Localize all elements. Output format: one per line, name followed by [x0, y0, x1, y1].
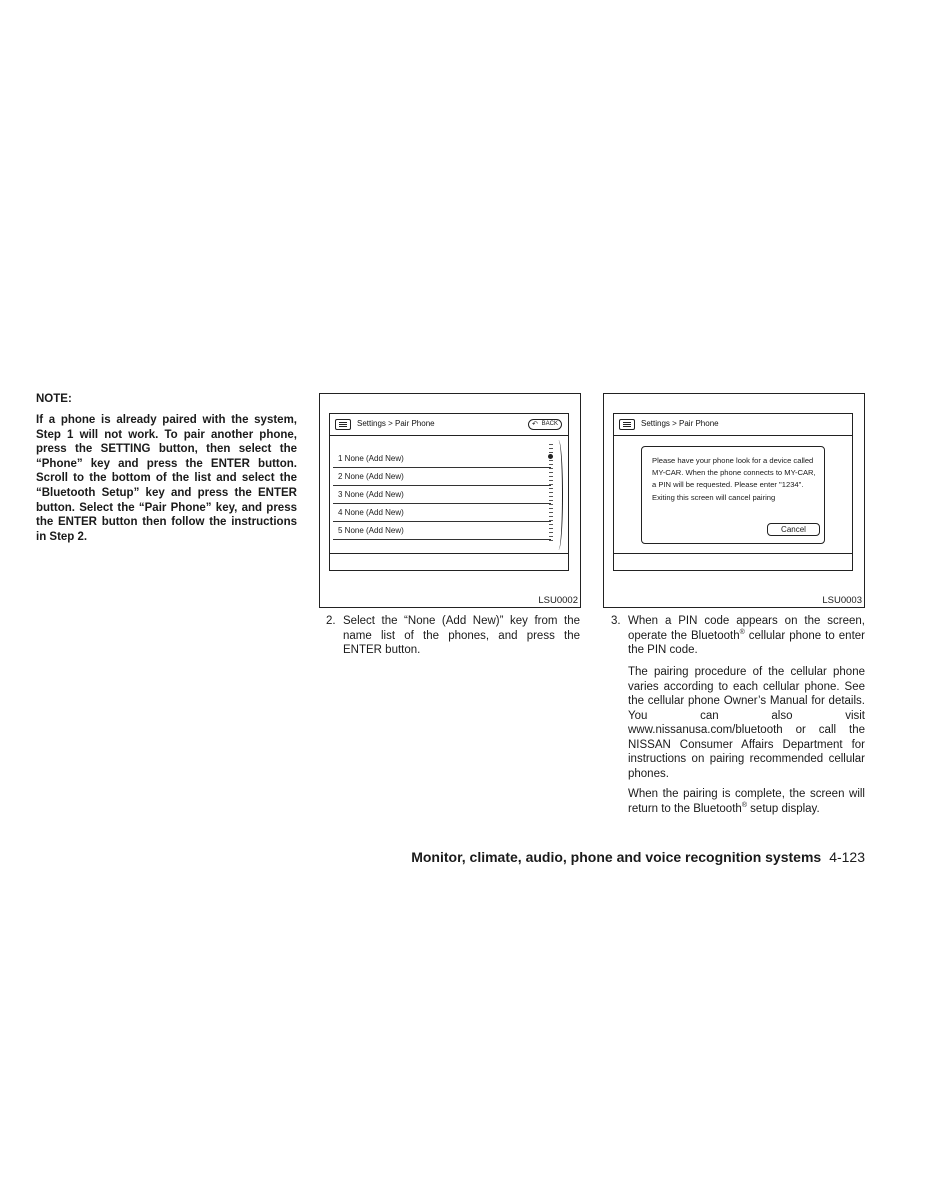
- registered-mark: ®: [739, 628, 745, 636]
- screen-header: [614, 414, 852, 436]
- registered-mark: ®: [741, 801, 747, 809]
- scrollbar-position-dot: [548, 454, 553, 459]
- pairing-procedure-paragraph: The pairing procedure of the cellular phone varies according to each cellular phone. See the cellular phone Owner’s Manual for details. You can also visit www.nissanusa.com/bluetooth or call the NISSAN Consumer Affairs Department for instructions on pairing recommended cellular phones.: [628, 666, 865, 780]
- figure-pair-phone-list: [319, 393, 581, 608]
- step-2: [326, 614, 580, 658]
- pairing-complete-paragraph: [628, 787, 865, 816]
- figure-pair-phone-dialog: [603, 393, 865, 608]
- screen-header: [330, 414, 568, 436]
- back-arrow-icon: ↶: [532, 421, 538, 428]
- scrollbar-ticks: [549, 444, 553, 544]
- display-screen: [613, 413, 853, 571]
- pairing-dialog: [641, 446, 825, 544]
- list-item: 4 None (Add New): [333, 504, 551, 522]
- figure-code: LSU0003: [822, 595, 862, 606]
- step-number: 3.: [611, 615, 621, 627]
- cancel-button: Cancel: [767, 523, 820, 536]
- section-title: Monitor, climate, audio, phone and voice recognition systems: [411, 849, 822, 865]
- step-3: [611, 614, 865, 658]
- paragraph-text-start: When the pairing is complete, the screen will return to the Bluetooth: [628, 788, 865, 815]
- step-text-end: cellular phone to enter the PIN code.: [628, 629, 865, 656]
- list-item: 3 None (Add New): [333, 486, 551, 504]
- phone-list: [333, 450, 551, 540]
- dialog-message: Please have your phone look for a device called MY-CAR. When the phone connects to MY-CAR, a PIN will be requested. Please enter "1234". Exiting this screen will cancel pairing: [652, 456, 816, 502]
- list-item: 1 None (Add New): [333, 450, 551, 468]
- menu-icon: [619, 419, 635, 430]
- menu-icon: [335, 419, 351, 430]
- page-footer: [400, 849, 865, 865]
- back-button: [528, 419, 562, 430]
- screen-title: Settings > Pair Phone: [641, 419, 719, 428]
- paragraph-text-end: setup display.: [746, 802, 820, 815]
- divider: [614, 553, 852, 554]
- list-item: 5 None (Add New): [333, 522, 551, 540]
- screen-title: Settings > Pair Phone: [357, 419, 435, 428]
- step-number: 2.: [326, 615, 336, 627]
- note-heading: NOTE:: [36, 393, 72, 405]
- back-label: BACK: [541, 421, 558, 427]
- scrollbar-arc: [554, 440, 563, 550]
- display-screen: [329, 413, 569, 571]
- step-text: Select the “None (Add New)” key from the name list of the phones, and press the ENTER button.: [343, 615, 580, 656]
- page-number: 4-123: [829, 849, 865, 865]
- list-item: 2 None (Add New): [333, 468, 551, 486]
- divider: [330, 553, 568, 554]
- figure-code: LSU0002: [538, 595, 578, 606]
- note-body: If a phone is already paired with the system, Step 1 will not work. To pair another phone, press the SETTING button, then select the “Phone” key and press the ENTER button. Scroll to the bottom of the list and select the “Bluetooth Setup” key and press the ENTER button. Select the “Pair Phone” key, and press the ENTER button then follow the instructions in Step 2.: [36, 414, 297, 543]
- step-text-start: When a PIN code appears on the screen, operate the Bluetooth: [628, 615, 865, 642]
